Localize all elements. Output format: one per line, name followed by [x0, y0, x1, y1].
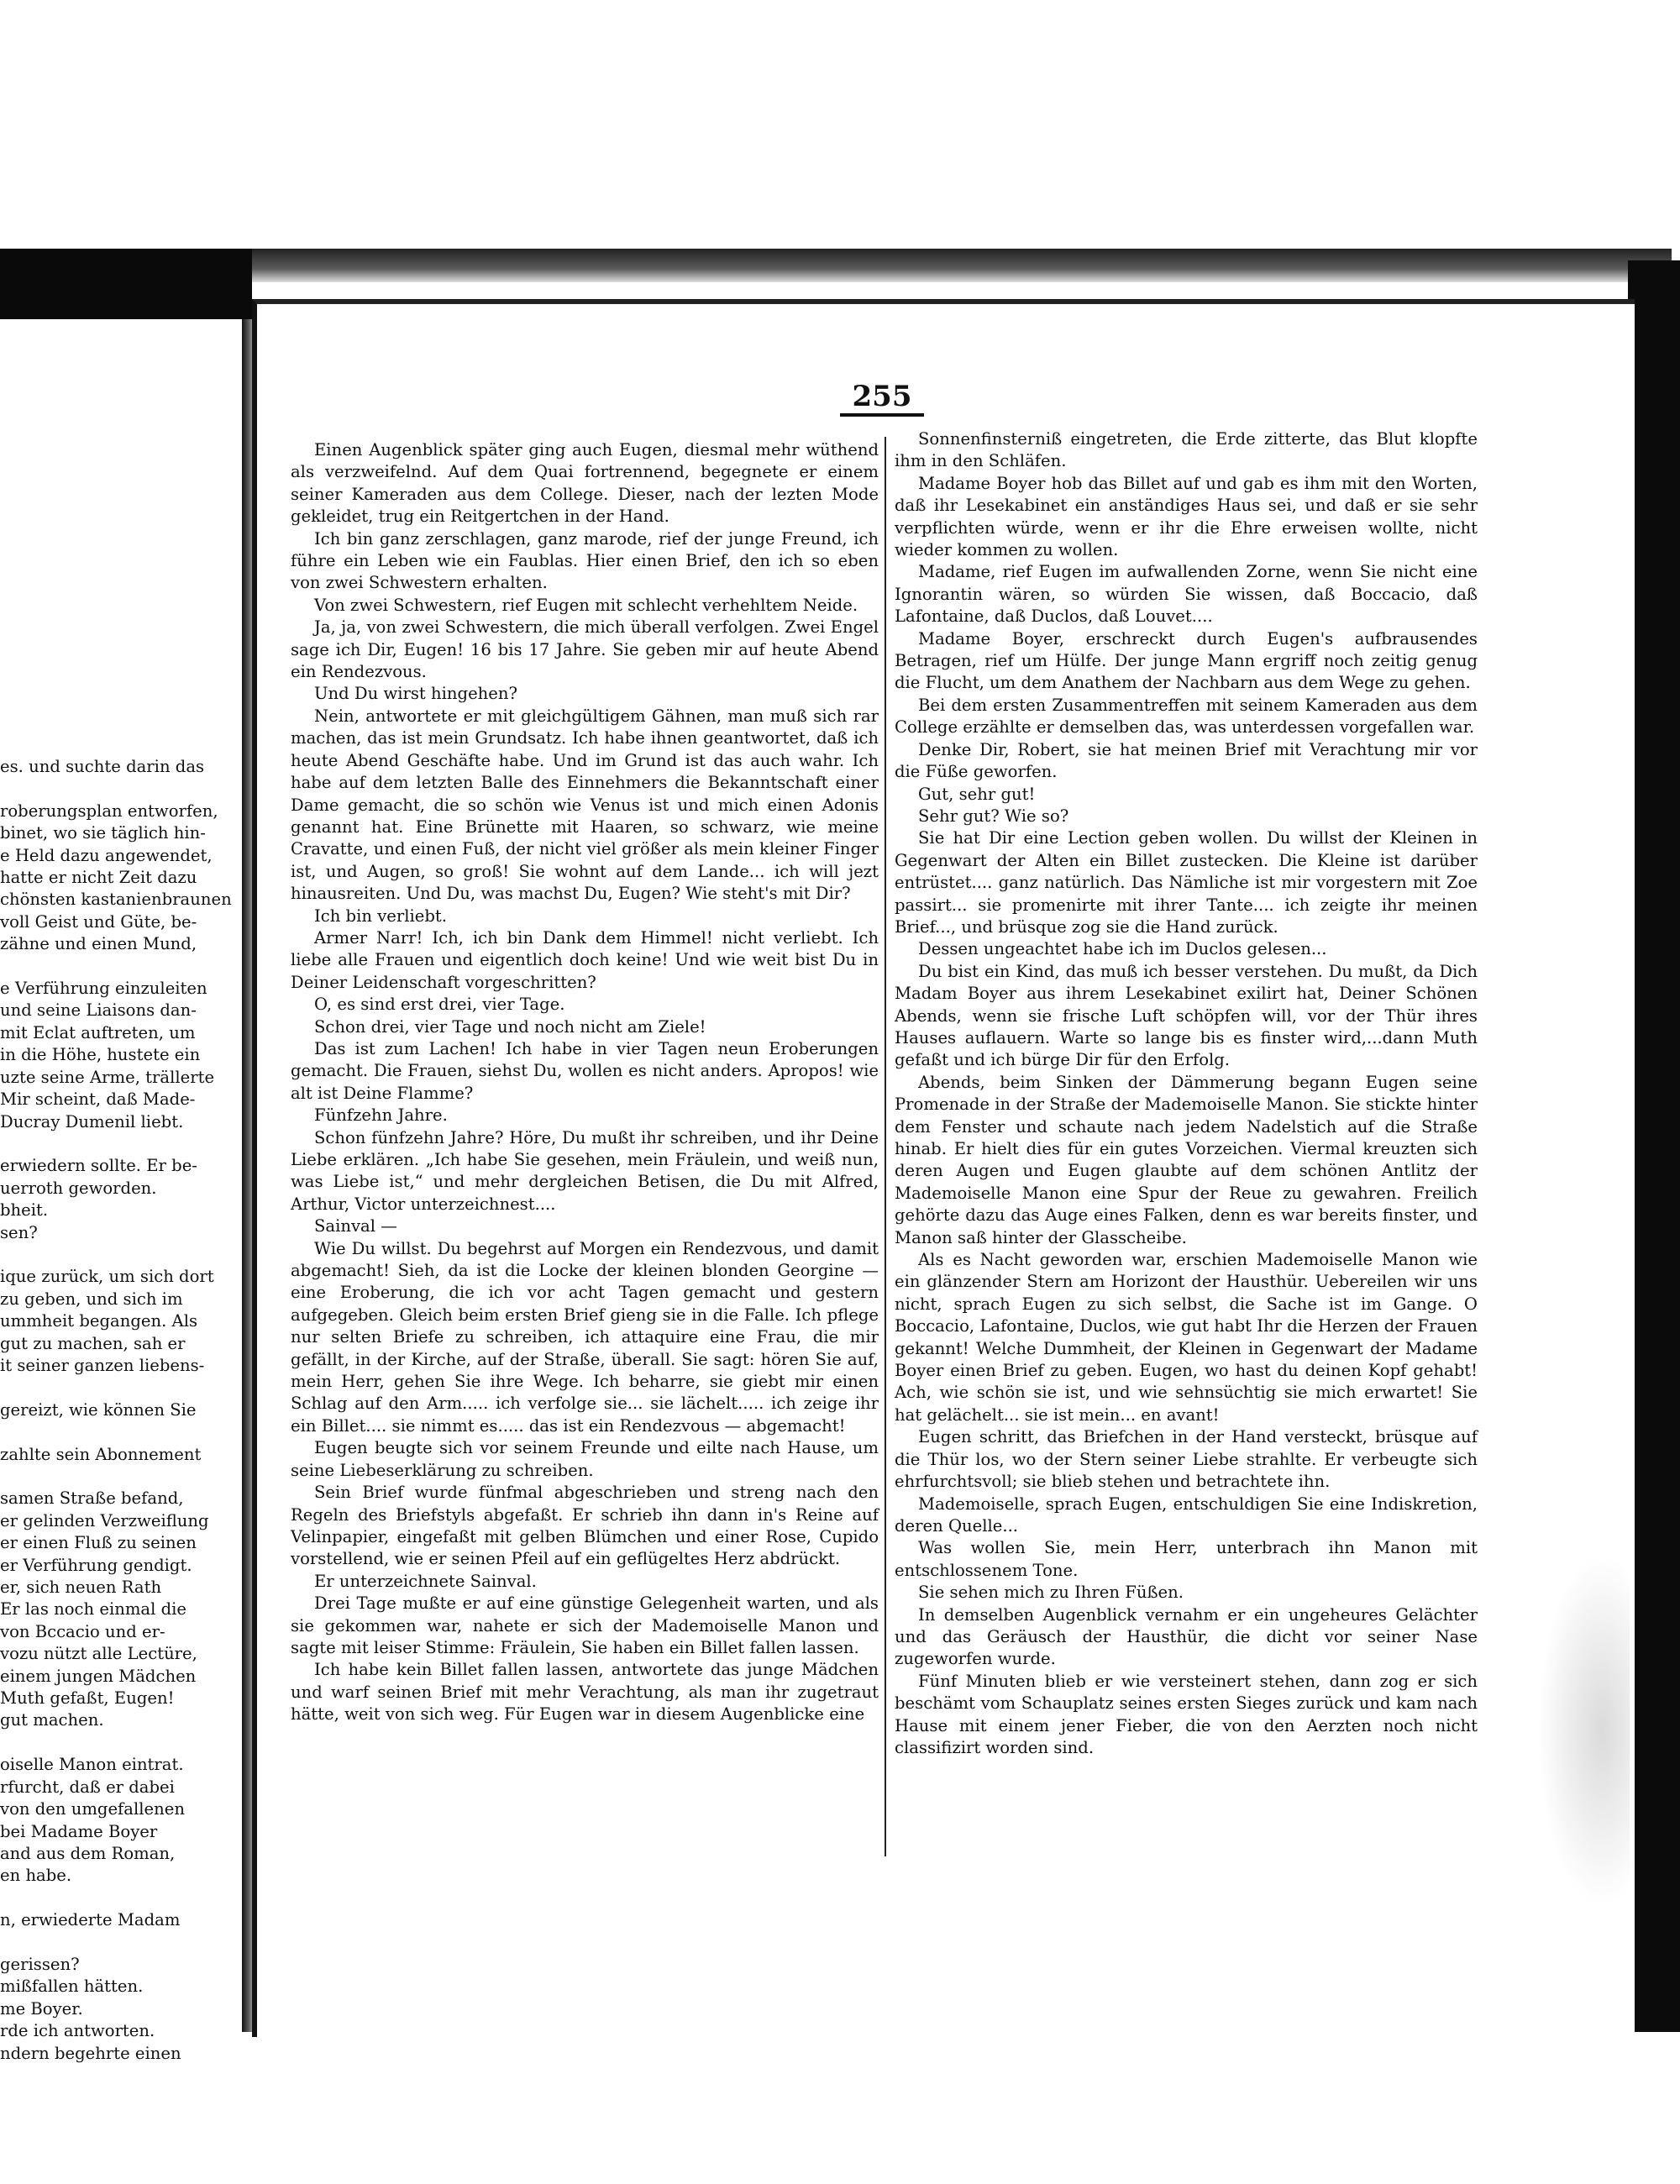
paragraph: Fünf Minuten blieb er wie versteinert stehen, dann zog er sich beschämt vom Schauplatz seines ersten Sieges zurück und kam nach Hause mit einem jener Fieber, die von den Aerzten noch nicht classifizirt worden sind. — [895, 1671, 1478, 1757]
column-divider — [885, 437, 886, 1856]
paragraph: Was wollen Sie, mein Herr, unterbrach ihn Manon mit entschlossenem Tone. — [895, 1538, 1478, 1580]
paper-stain — [1537, 1554, 1630, 1907]
paragraph: Als es Nacht geworden war, erschien Mademoiselle Manon wie ein glänzender Stern am Horizont der Hausthür. Uebereilen wir uns nicht, sprach Eugen zu sich selbst, die Sache ist im Gange. O Boccacio, Lafontaine, Duclos, wie gut habt Ihr die Herzen der Frauen gekannt! Welche Dummheit, der Kleinen in Gegenwart der Madame Boyer einen Brief zu geben. Eugen, wo hast du deinen Kopf gehabt! Ach, wie schön sie ist, und wie sehnsüchtig sie mich erwartet! Sie hat gelächelt... sie ist mein... en avant! — [895, 1250, 1478, 1425]
paragraph: voll Geist und Güte, be- — [0, 911, 197, 932]
paragraph: Sie sehen mich zu Ihren Füßen. — [918, 1583, 1184, 1603]
paragraph — [0, 956, 235, 978]
paragraph: Einen Augenblick später ging auch Eugen, diesmal mehr wüthend als verzweifelnd. Auf dem Quai fortrennend, begegnete er einem seiner Kameraden aus dem College. Dieser, nach der lezten Mode gekleidet, trug ein Reitgertchen in der Hand. — [291, 440, 879, 527]
paragraph: Und Du wirst hingehen? — [314, 684, 518, 704]
paragraph: sen? — [0, 1222, 38, 1242]
paragraph: zähne und einen Mund, — [0, 934, 197, 954]
paragraph: Sainval — — [314, 1216, 397, 1236]
paragraph: Eugen beugte sich vor seinem Freunde und eilte nach Hause, um seine Liebeserklärung zu schreiben. — [291, 1438, 879, 1480]
paragraph: hatte er nicht Zeit dazu — [0, 868, 197, 888]
paragraph: Schon drei, vier Tage und noch nicht am Ziele! — [314, 1016, 706, 1037]
paragraph: bheit. — [0, 1200, 49, 1221]
paragraph: it seiner ganzen liebens- — [0, 1355, 205, 1375]
paragraph: erwiedern sollte. Er be- — [0, 1156, 197, 1176]
text-column-left — [291, 439, 879, 1867]
paragraph: oiselle Manon eintrat. — [0, 1755, 184, 1775]
paragraph: er Verführung gendigt. — [0, 1555, 192, 1575]
paragraph: ndern begehrte einen — [0, 2043, 181, 2063]
paragraph: einem jungen Mädchen — [0, 1666, 197, 1686]
paragraph: In demselben Augenblick vernahm er ein ungeheures Gelächter und das Geräusch der Hausthür, die dicht vor seiner Nase zugeworfen wurde. — [895, 1604, 1478, 1669]
paragraph — [0, 1133, 235, 1155]
paragraph: Das ist zum Lachen! Ich habe in vier Tagen neun Eroberungen gemacht. Die Frauen, siehst Du, wollen es nicht anders. Apropos! wie alt ist Deine Flamme? — [291, 1038, 879, 1103]
paragraph: zahlte sein Abonnement — [0, 1444, 202, 1464]
paragraph: Ich bin verliebt. — [314, 906, 448, 926]
paragraph — [0, 1244, 235, 1266]
paragraph: Sehr gut? Wie so? — [918, 806, 1069, 826]
paragraph: and aus dem Roman, — [0, 1843, 176, 1863]
scan-border-right — [1628, 260, 1680, 2032]
paragraph: Mademoiselle, sprach Eugen, entschuldigen Sie eine Indiskretion, deren Quelle... — [895, 1494, 1478, 1536]
paragraph: e Verführung einzuleiten — [0, 979, 207, 999]
paragraph: Sie hat Dir eine Lection geben wollen. Du willst der Kleinen in Gegenwart der Alten ein Billet zustecken. Die Kleine ist darüber entrüstet.... ganz natürlich. Das Nämliche ist mir vorgestern mit Zoe passirt... sie promenirte mit ihrer Tante.... ich zeigte ihr meinen Brief..., und brüsque zog sie die Hand zurück. — [895, 828, 1478, 937]
scan-border-top — [252, 249, 1672, 282]
paragraph: gut machen. — [0, 1710, 104, 1730]
paragraph: O, es sind erst drei, vier Tage. — [314, 995, 565, 1015]
paragraph: Eugen schritt, das Briefchen in der Hand versteckt, brüsque auf die Thür los, wo der Stern seiner Liebe strahlte. Er verbeugte sich ehrfurchtsvoll; sie blieb stehen und betrachtete ihn. — [895, 1427, 1478, 1492]
paragraph: Gut, sehr gut! — [918, 784, 1036, 804]
paragraph: Denke Dir, Robert, sie hat meinen Brief mit Verachtung mir vor die Füße geworfen. — [895, 739, 1478, 782]
paragraph: in die Höhe, hustete ein — [0, 1045, 201, 1065]
paragraph: Er las noch einmal die — [0, 1599, 187, 1620]
paragraph: me Boyer. — [0, 1998, 83, 2019]
paragraph: vozu nützt alle Lectüre, — [0, 1644, 197, 1664]
paragraph: gerissen? — [0, 1954, 80, 1974]
paragraph: Armer Narr! Ich, ich bin Dank dem Himmel! nicht verliebt. Ich liebe alle Frauen und eigentlich doch keine! Und wie weit bist Du in Deiner Leidenschaft vorgeschritten? — [291, 927, 879, 992]
paragraph — [0, 1466, 235, 1488]
paragraph — [0, 1932, 235, 1954]
paragraph: Mir scheint, daß Made- — [0, 1089, 196, 1110]
paragraph: gut zu machen, sah er — [0, 1333, 186, 1353]
paragraph: e Held dazu angewendet, — [0, 845, 213, 865]
paragraph: und seine Liaisons dan- — [0, 1000, 197, 1021]
paragraph: Fünfzehn Jahre. — [314, 1105, 448, 1126]
paragraph: Du bist ein Kind, das muß ich besser verstehen. Du mußt, da Dich Madam Boyer aus ihrem Lesekabinet exilirt hat, Deiner Schönen Abends, wenn sie frische Luft schöpfen will, vor der Thür ihres Hauses auflauern. Warte so lange bis es finster wird,...dann Muth gefaßt und ich bürge Dir für den Erfolg. — [895, 961, 1478, 1070]
paragraph: mit Eclat auftreten, um — [0, 1022, 196, 1042]
paragraph: er, sich neuen Rath — [0, 1578, 162, 1598]
paragraph: ummheit begangen. Als — [0, 1311, 198, 1331]
paragraph: er einen Fluß zu seinen — [0, 1533, 197, 1553]
paragraph — [0, 1887, 235, 1909]
paragraph — [0, 1421, 235, 1443]
paragraph: Bei dem ersten Zusammentreffen mit seinem Kameraden aus dem College erzählte er demselben das, was unterdessen vorgefallen war. — [895, 695, 1478, 738]
paragraph: es. und suchte darin das — [0, 757, 205, 776]
paragraph: Ich habe kein Billet fallen lassen, antwortete das junge Mädchen und warf seinen Brief mit mehr Verachtung, als man ihr zugetraut hätte, weit von sich weg. Für Eugen war in diesem Augenblicke eine — [291, 1660, 879, 1725]
paragraph: Madame Boyer hob das Billet auf und gab es ihm mit den Worten, daß ihr Lesekabinet ein anständiges Haus sei, und daß er sie sehr verpflichten würde, wenn er ihr die Ehre erweisen wollte, nicht wieder kommen zu wollen. — [895, 473, 1478, 560]
paragraph: Er unterzeichnete Sainval. — [314, 1571, 537, 1591]
paragraph: Madame, rief Eugen im aufwallenden Zorne, wenn Sie nicht eine Ignorantin wären, so würden Sie wissen, daß Boccacio, daß Lafontaine, daß Duclos, daß Louvet.... — [895, 562, 1478, 627]
paragraph: von den umgefallenen — [0, 1799, 185, 1819]
paragraph: Dessen ungeachtet habe ich im Duclos gelesen... — [918, 939, 1327, 959]
paragraph: mißfallen hätten. — [0, 1977, 144, 1997]
paragraph: rde ich antworten. — [0, 2021, 155, 2041]
paragraph: chönsten kastanienbraunen — [0, 890, 232, 910]
paragraph — [0, 778, 235, 800]
paragraph — [0, 1732, 235, 1754]
paragraph: Madame Boyer, erschreckt durch Eugen's aufbrausendes Betragen, rief um Hülfe. Der junge Mann ergriff noch zeitig genug die Flucht, um dem Anathem der Nachbarn aus dem Wege zu gehen. — [895, 628, 1478, 693]
page-number: 255 — [840, 380, 924, 417]
paragraph: Nein, antwortete er mit gleichgültigem Gähnen, man muß sich rar machen, das ist mein Grundsatz. Ich habe ihnen geantwortet, daß ich heute Abend Geschäfte habe. Und im Grund ist das auch wahr. Ich habe auf dem letzten Balle des Einnehmers die Bekanntschaft einer Dame gemacht, die so schön wie Venus ist und mich einen Adonis genannt hat. Eine Brünette mit Haaren, so schwarz, wie meine Cravatte, und einen Fuß, der nicht viel größer als mein kleiner Finger ist, und Augen, so groß! Sie wohnt auf dem Lande... ich will jezt hinausreiten. Und Du, was machst Du, Eugen? Wie steht's mit Dir? — [291, 706, 879, 904]
paragraph: Ducray Dumenil liebt. — [0, 1111, 184, 1131]
paragraph: binet, wo sie täglich hin- — [0, 823, 206, 843]
text-column-right — [895, 428, 1478, 1856]
paragraph: samen Straße befand, — [0, 1488, 184, 1509]
paragraph: ique zurück, um sich dort — [0, 1267, 214, 1287]
paragraph: Sonnenfinsterniß eingetreten, die Erde zitterte, das Blut klopfte ihm in den Schläfen. — [895, 429, 1478, 471]
paragraph: Von zwei Schwestern, rief Eugen mit schlecht verhehltem Neide. — [314, 595, 858, 615]
paragraph: rfurcht, daß er dabei — [0, 1777, 175, 1797]
paragraph: Ich bin ganz zerschlagen, ganz marode, rief der junge Freund, ich führe ein Leben wie ein Faublas. Hier einen Brief, den ich so eben von zwei Schwestern erhalten. — [291, 528, 879, 593]
paragraph: Wie Du willst. Du begehrst auf Morgen ein Rendezvous, und damit abgemacht! Sieh, da ist die Locke der kleinen blonden Georgine — eine Eroberung, die ich vor acht Tagen gemacht und gestern aufgegeben. Gleich beim ersten Brief gieng sie in die Falle. Ich pflege nur selten Briefe zu schreiben, ich attaquire eine Frau, die mir gefällt, in der Kirche, auf der Straße, überall. Sie sagt: hören Sie auf, mein Herr, gehen Sie ihre Wege. Ich beharre, sie giebt mir einen Schlag auf den Arm..... ich verfolge sie... sie lächelt..... ich zeige ihr ein Billet.... sie nimmt es..... das ist ein Rendezvous — abgemacht! — [291, 1238, 879, 1436]
paragraph: roberungsplan entworfen, — [0, 801, 218, 821]
paragraph: Schon fünfzehn Jahre? Höre, Du mußt ihr schreiben, und ihr Deine Liebe erklären. „Ich habe Sie gesehen, mein Fräulein, und weiß nun, was Liebe ist,“ und mehr dergleichen Betisen, die Du mit Alfred, Arthur, Victor unterzeichnest.... — [291, 1127, 879, 1214]
paragraph: en habe. — [0, 1866, 72, 1886]
paragraph: Muth gefaßt, Eugen! — [0, 1688, 175, 1709]
left-page-fragment — [0, 319, 242, 2063]
paragraph: Sein Brief wurde fünfmal abgeschrieben und streng nach den Regeln des Briefstyls abgefaßt. Er schrieb ihn dann in's Reine auf Velinpapier, eingefaßt mit gelben Blümchen und einer Rose, Cupido vorstellend, wie er seinen Pfeil auf ein geflügeltes Herz abdrückt. — [291, 1483, 879, 1569]
paragraph: gereizt, wie können Sie — [0, 1399, 197, 1420]
paragraph: uzte seine Arme, trällerte — [0, 1067, 215, 1087]
paragraph: uerroth geworden. — [0, 1178, 157, 1198]
paragraph: zu geben, und sich im — [0, 1289, 183, 1309]
left-page-column — [0, 756, 235, 2184]
paragraph: von Bccacio und er- — [0, 1621, 165, 1641]
paragraph — [0, 1377, 235, 1399]
paragraph: n, erwiederte Madam — [0, 1910, 181, 1930]
paragraph: er gelinden Verzweiflung — [0, 1510, 209, 1530]
paragraph: bei Madame Boyer — [0, 1821, 158, 1841]
paragraph: Ja, ja, von zwei Schwestern, die mich überall verfolgen. Zwei Engel sage ich Dir, Eugen! 16 bis 17 Jahre. Sie geben mir auf heute Abend ein Rendezvous. — [291, 617, 879, 682]
paragraph: Drei Tage mußte er auf eine günstige Gelegenheit warten, und als sie gekommen war, nahete er sich der Mademoiselle Manon und sagte mit leiser Stimme: Fräulein, Sie haben ein Billet fallen lassen. — [291, 1593, 879, 1657]
paragraph: Abends, beim Sinken der Dämmerung begann Eugen seine Promenade in der Straße der Mademoiselle Manon. Sie stickte hinter dem Fenster und schaute nach jedem Nadelstich auf die Straße hinab. Er hielt dies für ein gutes Vorzeichen. Viermal kreuzten sich deren Augen und Eugen glaubte auf dem schönen Antlitz der Mademoiselle Manon eine Spur der Reue zu gewahren. Freilich gehörte dazu das Auge eines Falken, denn es war bereits finster, und Manon saß hinter der Glasscheibe. — [895, 1072, 1478, 1247]
